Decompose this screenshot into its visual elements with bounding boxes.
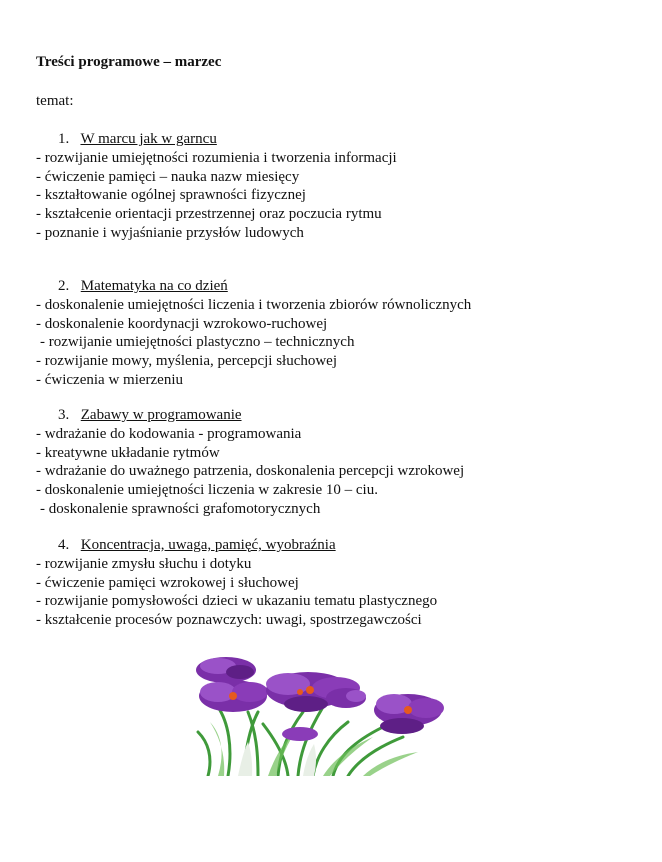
section-title: W marcu jak w garncu [80,131,217,147]
section-number: 4. [58,537,70,553]
document-title: Treści programowe – marzec [36,54,222,70]
section-4 [36,536,437,630]
crocus-flowers-illustration [188,652,450,776]
section-3 [36,406,464,519]
crocus-flowers-icon [188,652,450,776]
list-item: - kreatywne układanie rytmów [36,444,220,461]
list-item: - rozwijanie umiejętności plastyczno – technicznych [40,334,355,351]
section-heading [36,406,464,425]
section-number: 1. [58,131,70,147]
list-item: - rozwijanie pomysłowości dzieci w ukazaniu tematu plastycznego [36,593,438,610]
list-item: - doskonalenie umiejętności liczenia w zakresie 10 – ciu. [36,482,378,499]
section-1 [36,130,397,243]
topic-label: temat: [36,93,74,109]
list-item: - rozwijanie mowy, myślenia, percepcji słuchowej [36,353,338,370]
list-item: - wdrażanie do uważnego patrzenia, doskonalenia percepcji wzrokowej [36,463,465,480]
section-title: Koncentracja, uwaga, pamięć, wyobraźnia [80,537,336,553]
section-title: Zabawy w programowanie [80,407,242,423]
list-item: - ćwiczenie pamięci – nauka nazw miesięcy [36,168,300,185]
list-item: - ćwiczenie pamięci wzrokowej i słuchowej [36,574,299,591]
section-heading [36,130,397,149]
section-title: Matematyka na co dzień [80,278,228,294]
list-item: - wdrażanie do kodowania - programowania [36,425,302,442]
section-heading [36,536,437,555]
section-number: 3. [58,407,70,423]
list-item: - rozwijanie zmysłu słuchu i dotyku [36,555,252,572]
list-item: - kształtowanie ogólnej sprawności fizycznej [36,187,306,204]
list-item: - rozwijanie umiejętności rozumienia i tworzenia informacji [36,149,397,166]
list-item: - poznanie i wyjaśnianie przysłów ludowych [36,224,304,241]
section-2 [36,277,471,390]
list-item: - doskonalenie sprawności grafomotorycznych [40,500,321,517]
section-heading [36,277,471,296]
list-item: - doskonalenie umiejętności liczenia i tworzenia zbiorów równolicznych [36,296,472,313]
section-number: 2. [58,278,70,294]
list-item: - doskonalenie koordynacji wzrokowo-ruchowej [36,315,328,332]
list-item: - ćwiczenia w mierzeniu [36,371,184,388]
list-item: - kształcenie procesów poznawczych: uwagi, spostrzegawczości [36,612,422,629]
list-item: - kształcenie orientacji przestrzennej oraz poczucia rytmu [36,206,382,223]
